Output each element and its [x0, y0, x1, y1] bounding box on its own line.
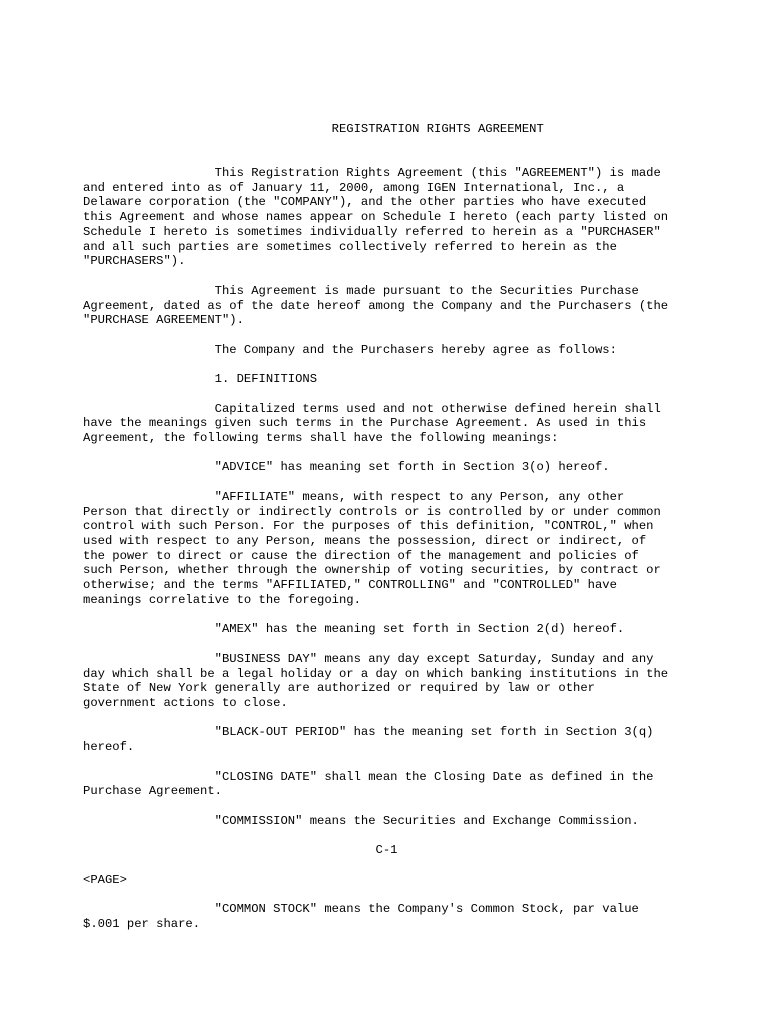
text-line: day which shall be a legal holiday or a day on which banking institutions in the: [83, 666, 669, 681]
text-line: Agreement, the following terms shall have the following meanings:: [83, 431, 559, 445]
text-line: government actions to close.: [83, 695, 288, 710]
text-line: Person that directly or indirectly controls or is controlled by or under common: [83, 504, 661, 519]
text-line: otherwise; and the terms "AFFILIATED," CONTROLLING" and "CONTROLLED" have: [83, 578, 617, 593]
text-line: this Agreement and whose names appear on Schedule I hereto (each party listed on: [83, 210, 669, 225]
document-title: REGISTRATION RIGHTS AGREEMENT: [83, 122, 544, 136]
text-line: This Registration Rights Agreement (this "AGREEMENT") is made: [83, 166, 661, 180]
text-line: "AFFILIATE" means, with respect to any Person, any other: [83, 489, 625, 504]
text-line: and all such parties are sometimes collectively referred to herein as the: [83, 239, 617, 254]
text-line: such Person, whether through the ownership of voting securities, by contract or: [83, 563, 661, 578]
text-line: Delaware corporation (the "COMPANY"), and the other parties who have executed: [83, 195, 647, 210]
text-line: the power to direct or cause the direction of the management and policies of: [83, 548, 639, 563]
text-line: Purchase Agreement.: [83, 784, 222, 799]
text-line: and entered into as of January 11, 2000, among IGEN International, Inc., a: [83, 180, 625, 195]
text-line: 1. DEFINITIONS: [83, 372, 318, 387]
text-line: "PURCHASERS").: [83, 254, 186, 269]
text-line: hereof.: [83, 740, 135, 755]
text-line: control with such Person. For the purposes of this definition, "CONTROL," when: [83, 519, 654, 534]
text-line: This Agreement is made pursuant to the Securities Purchase: [83, 283, 639, 298]
text-line: "BLACK-OUT PERIOD" has the meaning set forth in Section 3(q): [83, 725, 654, 740]
text-line: "ADVICE" has meaning set forth in Section 3(o) hereof.: [83, 460, 610, 475]
text-line: State of New York generally are authorized or required by law or other: [83, 681, 595, 696]
text-line: "AMEX" has the meaning set forth in Section 2(d) hereof.: [83, 622, 625, 637]
text-line: The Company and the Purchasers hereby agree as follows:: [83, 342, 617, 357]
text-line: $.001 per share.: [83, 916, 201, 931]
text-line: meanings correlative to the foregoing.: [83, 592, 361, 607]
text-line: "BUSINESS DAY" means any day except Saturday, Sunday and any: [83, 651, 654, 666]
text-line: used with respect to any Person, means the possession, direct or indirect, of: [83, 534, 647, 548]
text-line: Capitalized terms used and not otherwise defined herein shall: [83, 401, 661, 416]
text-line: "COMMISSION" means the Securities and Exchange Commission.: [83, 813, 639, 828]
text-line: "PURCHASE AGREEMENT").: [83, 313, 244, 328]
text-line: C-1: [83, 843, 398, 858]
text-line: "COMMON STOCK" means the Company's Common Stock, par value: [83, 902, 639, 916]
text-line: have the meanings given such terms in the Purchase Agreement. As used in this: [83, 416, 647, 431]
text-line: <PAGE>: [83, 872, 127, 887]
text-line: Schedule I hereto is sometimes individually referred to herein as a "PURCHASER": [83, 224, 661, 239]
text-line: "CLOSING DATE" shall mean the Closing Date as defined in the: [83, 769, 654, 784]
text-line: Agreement, dated as of the date hereof among the Company and the Purchasers (the: [83, 298, 669, 313]
